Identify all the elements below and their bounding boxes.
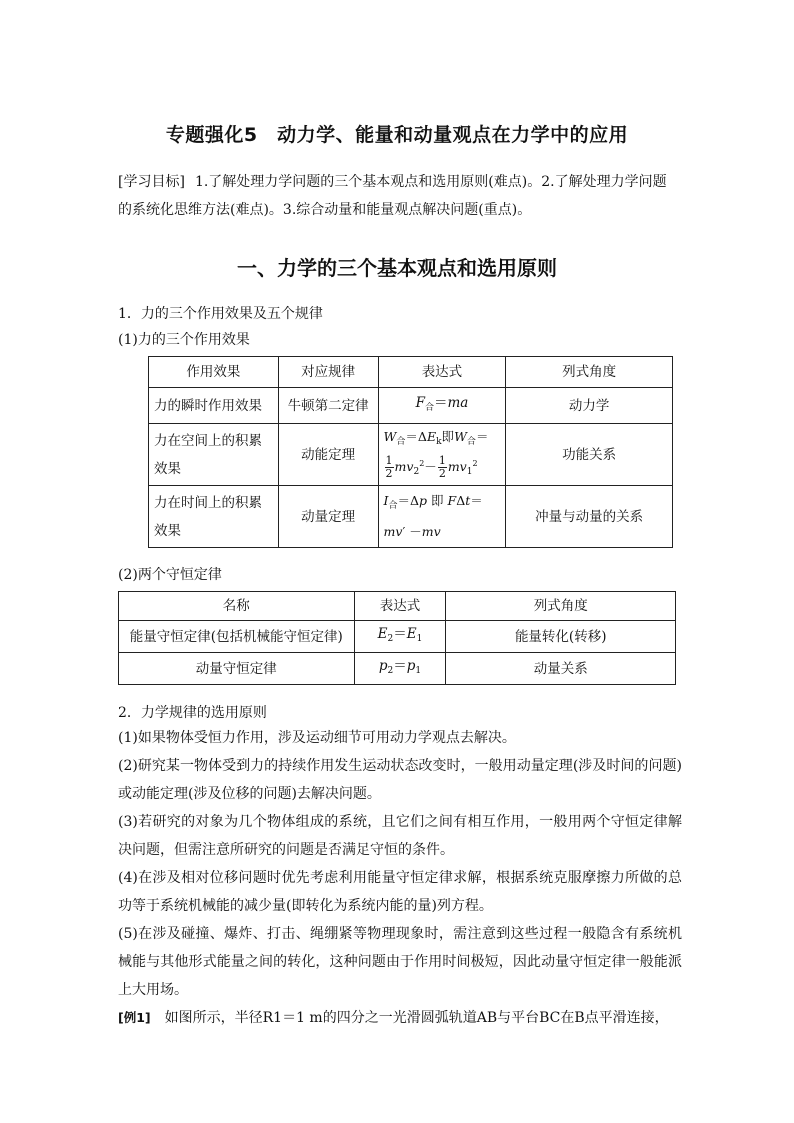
expression-cell: $W_合=\Delta E_k$即$W_合=$ $\frac{1}{2}$ $mv_2^2-$ $\frac{1}{2}$ $mv_1^2$ (378, 424, 506, 486)
section-title: 一、力学的三个基本观点和选用原则 (237, 256, 557, 280)
item-heading-2: 2．力学规律的选用原则 (118, 705, 267, 721)
table-row (149, 424, 673, 486)
name-cell: 动量守恒定律 (119, 653, 355, 685)
angle-cell: 能量转化(转移) (446, 621, 676, 653)
name-cell: 能量守恒定律(包括机械能守恒定律) (119, 621, 355, 653)
effect-cell: 力在空间上的积累效果 (149, 424, 279, 486)
angle-cell: 功能关系 (506, 424, 673, 486)
expression-cell: $F_合=ma$ (378, 388, 506, 424)
header-cell: 作用效果 (149, 357, 279, 388)
table-row (119, 621, 676, 653)
learning-goals (118, 168, 680, 224)
conservation-table (118, 591, 676, 685)
learning-goals-text: 1.了解处理力学问题的三个基本观点和选用原则(难点)。2.了解处理力学问题的系统化思维方法(难点)。3.综合动量和能量观点解决问题(重点)。 (118, 174, 667, 218)
header-cell: 列式角度 (446, 592, 676, 621)
example-text: 如图所示，半径R1＝1 m的四分之一光滑圆弧轨道AB与平台BC在B点平滑连接， (164, 1010, 669, 1026)
law-cell: 牛顿第二定律 (278, 388, 378, 424)
table-row (149, 388, 673, 424)
rule-item: (5)在涉及碰撞、爆炸、打击、绳绷紧等物理现象时，需注意到这些过程一般隐含有系统机械能与其他形式能量之间的转化，这种问题由于作用时间极短，因此动量守恒定律一般能派上大用场。 (118, 926, 682, 998)
angle-cell: 动力学 (506, 388, 673, 424)
table-header-row (149, 357, 673, 388)
effect-cell: 力的瞬时作用效果 (149, 388, 279, 424)
example-tag: [例1] (118, 1010, 151, 1025)
item-heading-1: 1．力的三个作用效果及五个规律 (118, 306, 323, 322)
rule-item: (2)研究某一物体受到力的持续作用发生运动状态改变时，一般用动量定理(涉及时间的问题)或动能定理(涉及位移的问题)去解决问题。 (118, 758, 682, 802)
rule-item: (1)如果物体受恒力作用，涉及运动细节可用动力学观点去解决。 (118, 730, 516, 746)
header-cell: 对应规律 (278, 357, 378, 388)
effect-cell: 力在时间上的积累效果 (149, 486, 279, 548)
header-cell: 名称 (119, 592, 355, 621)
table-row (149, 486, 673, 548)
law-cell: 动能定理 (278, 424, 378, 486)
rules-list (118, 724, 682, 1032)
subheading-three-effects: (1)力的三个作用效果 (118, 332, 250, 348)
header-cell: 表达式 (378, 357, 506, 388)
subheading-conservation-laws: (2)两个守恒定律 (118, 567, 222, 583)
rule-item: (3)若研究的对象为几个物体组成的系统，且它们之间有相互作用，一般用两个守恒定律解决问题，但需注意所研究的问题是否满足守恒的条件。 (118, 814, 682, 858)
expression-cell: $p_2=p_1$ (354, 653, 446, 685)
page-title: 专题强化5 动力学、能量和动量观点在力学中的应用 (165, 124, 629, 146)
table-header-row (119, 592, 676, 621)
example-paragraph (118, 1004, 682, 1032)
expression-cell: $E_2=E_1$ (354, 621, 446, 653)
expression-cell: $I_合=\Delta p$ 即 FΔt＝ mv′ －mv (378, 486, 506, 548)
learning-goals-tag: [学习目标] (118, 174, 185, 190)
angle-cell: 冲量与动量的关系 (506, 486, 673, 548)
header-cell: 表达式 (354, 592, 446, 621)
law-cell: 动量定理 (278, 486, 378, 548)
rule-item: (4)在涉及相对位移问题时优先考虑利用能量守恒定律求解，根据系统克服摩擦力所做的总功等于系统机械能的减少量(即转化为系统内能的量)列方程。 (118, 870, 682, 914)
header-cell: 列式角度 (506, 357, 673, 388)
angle-cell: 动量关系 (446, 653, 676, 685)
effects-table (148, 356, 673, 548)
table-row (119, 653, 676, 685)
